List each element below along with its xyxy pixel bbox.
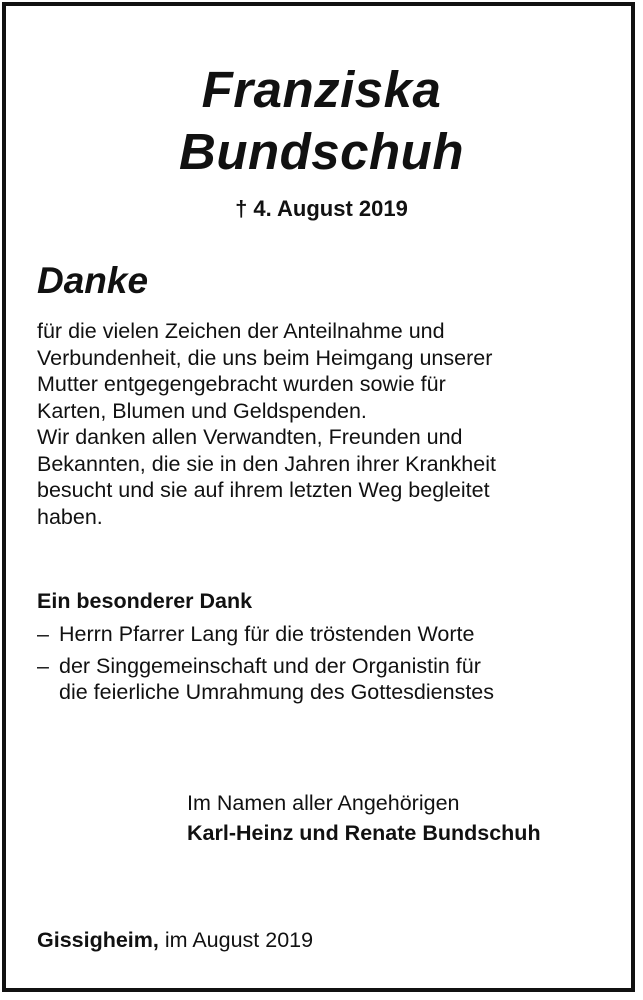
- cross-icon: †: [235, 196, 248, 221]
- deceased-last-name: Bundschuh: [179, 123, 464, 180]
- thanks-heading: Danke: [37, 260, 149, 301]
- list-item: [37, 621, 607, 648]
- special-thanks-list: [37, 621, 607, 706]
- signature-intro: Im Namen aller Angehörigen: [187, 791, 460, 815]
- list-item-line: Herrn Pfarrer Lang für die tröstenden Worte: [59, 622, 475, 646]
- thanks-paragraph: [37, 318, 597, 530]
- deceased-first-name: Franziska: [201, 61, 442, 118]
- date: im August 2019: [158, 928, 314, 952]
- thanks-line: für die vielen Zeichen der Anteilnahme und: [37, 319, 445, 343]
- signature-block: [187, 788, 541, 848]
- list-item-line: die feierliche Umrahmung des Gottesdienstes: [59, 680, 494, 704]
- death-date: 4. August 2019: [253, 196, 408, 221]
- thanks-line: Verbundenheit, die uns beim Heimgang unserer: [37, 345, 493, 370]
- list-item: [37, 653, 607, 706]
- dash-bullet: –: [37, 653, 49, 678]
- special-thanks-heading: Ein besonderer Dank: [37, 589, 253, 613]
- thanks-line: besucht und sie auf ihrem letzten Weg begleitet: [37, 478, 490, 502]
- signature-names: Karl-Heinz und Renate Bundschuh: [187, 821, 541, 845]
- thanks-line: haben.: [37, 504, 103, 529]
- thanks-line: Wir danken allen Verwandten, Freunden und: [37, 425, 463, 449]
- dash-bullet: –: [37, 622, 49, 646]
- thanks-line: Bekannten, die sie in den Jahren ihrer Krankheit: [37, 451, 496, 476]
- place-date-line: [37, 927, 313, 953]
- thanks-line: Mutter entgegengebracht wurden sowie für: [37, 372, 446, 396]
- place: Gissigheim,: [37, 928, 159, 952]
- death-date-line: [0, 196, 643, 222]
- list-item-line: der Singgemeinschaft und der Organistin für: [59, 653, 481, 678]
- thanks-line: Karten, Blumen und Geldspenden.: [37, 398, 367, 423]
